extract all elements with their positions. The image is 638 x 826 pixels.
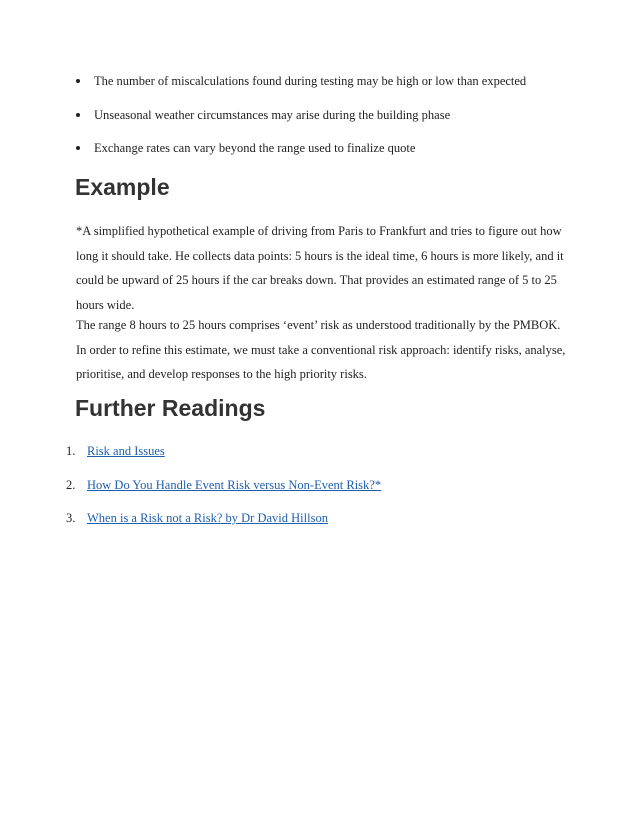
list-item bbox=[74, 72, 574, 90]
bullet-icon bbox=[76, 146, 80, 150]
list-number: 3. bbox=[66, 511, 76, 525]
further-readings-list bbox=[66, 442, 566, 543]
list-item bbox=[66, 442, 566, 460]
list-item bbox=[66, 509, 566, 527]
pmbok-paragraph: The range 8 hours to 25 hours comprises ‘event’ risk as understood traditionally by the PMBOK. In order to refine this estimate, we must take a conventional risk approach: identify risks, analyse, prioritise, and develop responses to the high priority risks. bbox=[76, 318, 566, 381]
bullet-icon bbox=[76, 113, 80, 117]
risk-bullet-list bbox=[74, 72, 574, 173]
bullet-text: Unseasonal weather circumstances may arise during the building phase bbox=[94, 107, 451, 122]
list-number: 2. bbox=[66, 477, 76, 492]
further-readings-heading: Further Readings bbox=[75, 395, 266, 421]
bullet-icon bbox=[76, 79, 80, 83]
example-heading: Example bbox=[75, 174, 170, 200]
list-item bbox=[74, 106, 574, 124]
reading-link-risk-and-issues[interactable]: Risk and Issues bbox=[87, 444, 165, 458]
example-paragraph: *A simplified hypothetical example of driving from Paris to Frankfurt and tries to figure out how long it should take. He collects data points: 5 hours is the ideal time, 6 hours is more likely, and it could be upward of 25 hours if the car breaks down. That provides an estimated range of 5 to 25 hours wide. bbox=[76, 224, 564, 312]
bullet-text: Exchange rates can vary beyond the range used to finalize quote bbox=[94, 141, 416, 155]
reading-link-hillson[interactable]: When is a Risk not a Risk? by Dr David Hillson bbox=[87, 511, 328, 525]
list-item bbox=[66, 476, 566, 494]
bullet-text: The number of miscalculations found during testing may be high or low than expected bbox=[94, 74, 527, 88]
list-number: 1. bbox=[66, 444, 76, 458]
list-item bbox=[74, 139, 574, 157]
reading-link-event-risk[interactable]: How Do You Handle Event Risk versus Non-Event Risk?* bbox=[87, 477, 382, 492]
